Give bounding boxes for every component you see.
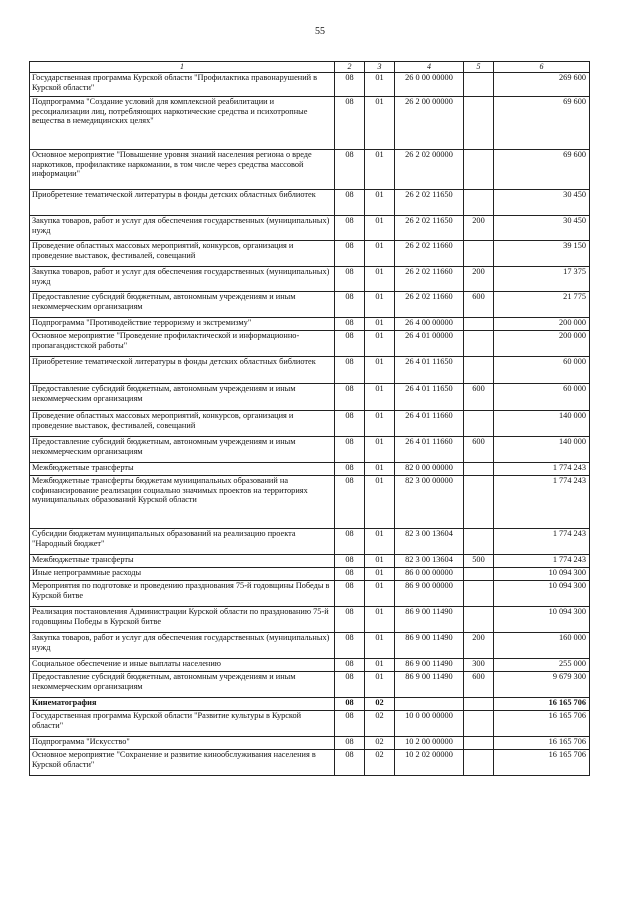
table-row — [30, 607, 590, 633]
cell-subsection: 01 — [365, 568, 395, 581]
cell-expense-type — [464, 318, 494, 331]
cell-target-article: 26 4 01 11650 — [395, 357, 464, 384]
cell-subsection: 01 — [365, 292, 395, 318]
cell-expense-type — [464, 241, 494, 267]
header-cell: 5 — [464, 62, 494, 73]
cell-expense-type: 600 — [464, 437, 494, 463]
cell-section: 08 — [335, 581, 365, 607]
cell-section: 08 — [335, 711, 365, 737]
cell-name: Межбюджетные трансферты бюджетам муниципальных образований на софинансирование реализации социально значимых проектов на территориях муниципальных образований Курской области — [30, 476, 335, 529]
cell-subsection: 01 — [365, 411, 395, 437]
cell-name: Подпрограмма "Создание условий для комплексной реабилитации и ресоциализации лиц, потребляющих наркотические средства и психотропные вещества в немедицинских целях" — [30, 97, 335, 150]
header-cell: 1 — [30, 62, 335, 73]
table-row — [30, 463, 590, 476]
cell-name: Социальное обеспечение и иные выплаты населению — [30, 659, 335, 672]
cell-expense-type: 500 — [464, 555, 494, 568]
header-cell: 4 — [395, 62, 464, 73]
cell-amount: 17 375 — [494, 267, 590, 292]
cell-section: 08 — [335, 267, 365, 292]
table-row — [30, 529, 590, 555]
cell-amount: 39 150 — [494, 241, 590, 267]
cell-expense-type — [464, 581, 494, 607]
cell-name: Государственная программа Курской области "Профилактика правонарушений в Курской области" — [30, 73, 335, 97]
cell-subsection: 01 — [365, 659, 395, 672]
cell-amount: 1 774 243 — [494, 463, 590, 476]
cell-target-article: 86 0 00 00000 — [395, 568, 464, 581]
cell-subsection: 01 — [365, 529, 395, 555]
cell-section: 08 — [335, 411, 365, 437]
cell-name: Иные непрограммные расходы — [30, 568, 335, 581]
cell-expense-type: 200 — [464, 267, 494, 292]
cell-amount: 16 165 706 — [494, 737, 590, 750]
cell-expense-type — [464, 190, 494, 216]
cell-amount: 200 000 — [494, 331, 590, 357]
cell-name: Закупка товаров, работ и услуг для обеспечения государственных (муниципальных) нужд — [30, 633, 335, 659]
cell-expense-type — [464, 331, 494, 357]
cell-target-article: 10 2 00 00000 — [395, 737, 464, 750]
cell-amount: 1 774 243 — [494, 555, 590, 568]
cell-target-article: 86 9 00 11490 — [395, 607, 464, 633]
cell-name: Предоставление субсидий бюджетным, автономным учреждениям и иным некоммерческим организациям — [30, 292, 335, 318]
cell-expense-type — [464, 750, 494, 776]
cell-amount: 10 094 300 — [494, 581, 590, 607]
cell-name: Межбюджетные трансферты — [30, 463, 335, 476]
cell-target-article: 82 3 00 13604 — [395, 555, 464, 568]
cell-name: Проведение областных массовых мероприятий, конкурсов, организация и проведение выставок, фестивалей, совещаний — [30, 241, 335, 267]
cell-subsection: 02 — [365, 711, 395, 737]
cell-expense-type — [464, 476, 494, 529]
cell-section: 08 — [335, 357, 365, 384]
table-row — [30, 437, 590, 463]
table-row — [30, 292, 590, 318]
cell-amount: 255 000 — [494, 659, 590, 672]
cell-name: Государственная программа Курской области "Развитие культуры в Курской области" — [30, 711, 335, 737]
cell-target-article: 26 2 02 11660 — [395, 241, 464, 267]
table-row — [30, 737, 590, 750]
table-row — [30, 476, 590, 529]
table-row — [30, 241, 590, 267]
table-row — [30, 659, 590, 672]
cell-section: 08 — [335, 437, 365, 463]
cell-amount: 1 774 243 — [494, 476, 590, 529]
cell-section: 08 — [335, 190, 365, 216]
cell-section: 08 — [335, 73, 365, 97]
cell-subsection: 01 — [365, 318, 395, 331]
cell-amount: 140 000 — [494, 411, 590, 437]
cell-expense-type — [464, 568, 494, 581]
cell-subsection: 01 — [365, 241, 395, 267]
budget-table — [29, 61, 590, 776]
cell-amount: 200 000 — [494, 318, 590, 331]
cell-expense-type — [464, 607, 494, 633]
cell-target-article — [395, 698, 464, 711]
cell-name: Основное мероприятие "Сохранение и развитие кинообслуживания населения в Курской области" — [30, 750, 335, 776]
cell-subsection: 01 — [365, 581, 395, 607]
cell-target-article: 26 2 02 11650 — [395, 216, 464, 241]
cell-subsection: 01 — [365, 672, 395, 698]
cell-subsection: 01 — [365, 150, 395, 190]
cell-subsection: 01 — [365, 437, 395, 463]
cell-name: Межбюджетные трансферты — [30, 555, 335, 568]
cell-section: 08 — [335, 97, 365, 150]
cell-subsection: 01 — [365, 463, 395, 476]
cell-target-article: 82 3 00 13604 — [395, 529, 464, 555]
cell-subsection: 01 — [365, 216, 395, 241]
cell-amount: 10 094 300 — [494, 607, 590, 633]
cell-amount: 160 000 — [494, 633, 590, 659]
cell-amount: 30 450 — [494, 216, 590, 241]
cell-section: 08 — [335, 150, 365, 190]
cell-section: 08 — [335, 568, 365, 581]
cell-target-article: 86 9 00 11490 — [395, 633, 464, 659]
cell-section: 08 — [335, 555, 365, 568]
cell-amount: 69 600 — [494, 150, 590, 190]
cell-name: Предоставление субсидий бюджетным, автономным учреждениям и иным некоммерческим организациям — [30, 384, 335, 411]
cell-subsection: 01 — [365, 384, 395, 411]
cell-section: 08 — [335, 529, 365, 555]
cell-section: 08 — [335, 384, 365, 411]
cell-subsection: 01 — [365, 73, 395, 97]
cell-section: 08 — [335, 216, 365, 241]
header-cell: 2 — [335, 62, 365, 73]
cell-target-article: 10 2 02 00000 — [395, 750, 464, 776]
cell-section: 08 — [335, 737, 365, 750]
cell-amount: 30 450 — [494, 190, 590, 216]
cell-amount: 16 165 706 — [494, 698, 590, 711]
cell-name: Проведение областных массовых мероприятий, конкурсов, организация и проведение выставок, фестивалей, совещаний — [30, 411, 335, 437]
cell-amount: 21 775 — [494, 292, 590, 318]
table-row — [30, 267, 590, 292]
cell-name: Подпрограмма "Противодействие терроризму и экстремизму" — [30, 318, 335, 331]
cell-target-article: 26 4 00 00000 — [395, 318, 464, 331]
cell-target-article: 86 9 00 11490 — [395, 659, 464, 672]
cell-target-article: 26 2 02 11660 — [395, 292, 464, 318]
cell-name: Предоставление субсидий бюджетным, автономным учреждениям и иным некоммерческим организациям — [30, 672, 335, 698]
cell-subsection: 02 — [365, 698, 395, 711]
table-row — [30, 216, 590, 241]
table-row — [30, 555, 590, 568]
cell-target-article: 26 4 01 11660 — [395, 437, 464, 463]
cell-target-article: 86 9 00 00000 — [395, 581, 464, 607]
cell-target-article: 26 2 00 00000 — [395, 97, 464, 150]
cell-expense-type — [464, 73, 494, 97]
cell-amount: 269 600 — [494, 73, 590, 97]
table-row — [30, 97, 590, 150]
cell-expense-type: 600 — [464, 384, 494, 411]
cell-section: 08 — [335, 672, 365, 698]
page-number: 55 — [315, 26, 325, 37]
cell-section: 08 — [335, 659, 365, 672]
header-cell: 3 — [365, 62, 395, 73]
cell-amount: 16 165 706 — [494, 711, 590, 737]
cell-expense-type — [464, 463, 494, 476]
cell-subsection: 01 — [365, 607, 395, 633]
cell-target-article: 26 4 01 11660 — [395, 411, 464, 437]
cell-subsection: 01 — [365, 267, 395, 292]
cell-subsection: 01 — [365, 331, 395, 357]
cell-subsection: 01 — [365, 476, 395, 529]
table-row — [30, 73, 590, 97]
table-row — [30, 672, 590, 698]
cell-subsection: 02 — [365, 750, 395, 776]
cell-target-article: 26 2 02 00000 — [395, 150, 464, 190]
cell-amount: 16 165 706 — [494, 750, 590, 776]
cell-subsection: 02 — [365, 737, 395, 750]
cell-name: Предоставление субсидий бюджетным, автономным учреждениям и иным некоммерческим организациям — [30, 437, 335, 463]
header-cell: 6 — [494, 62, 590, 73]
table-row — [30, 190, 590, 216]
cell-target-article: 82 3 00 00000 — [395, 476, 464, 529]
cell-target-article: 86 9 00 11490 — [395, 672, 464, 698]
cell-subsection: 01 — [365, 190, 395, 216]
cell-subsection: 01 — [365, 633, 395, 659]
cell-name: Приобретение тематической литературы в фонды детских областных библиотек — [30, 190, 335, 216]
cell-subsection: 01 — [365, 97, 395, 150]
cell-name: Реализация постановления Администрации Курской области по празднованию 75-й годовщины Победы в Курской битве — [30, 607, 335, 633]
cell-amount: 69 600 — [494, 97, 590, 150]
cell-amount: 9 679 300 — [494, 672, 590, 698]
cell-name: Основное мероприятие "Проведение профилактической и информационно-пропагандистской работы" — [30, 331, 335, 357]
cell-target-article: 26 4 01 00000 — [395, 331, 464, 357]
cell-name: Закупка товаров, работ и услуг для обеспечения государственных (муниципальных) нужд — [30, 267, 335, 292]
cell-name: Мероприятия по подготовке и проведению празднования 75-й годовщины Победы в Курской битве — [30, 581, 335, 607]
cell-amount: 60 000 — [494, 384, 590, 411]
cell-name: Кинематография — [30, 698, 335, 711]
table-row — [30, 150, 590, 190]
cell-section: 08 — [335, 318, 365, 331]
cell-target-article: 26 2 02 11660 — [395, 267, 464, 292]
table-row — [30, 711, 590, 737]
table-row — [30, 568, 590, 581]
cell-section: 08 — [335, 331, 365, 357]
cell-amount: 10 094 300 — [494, 568, 590, 581]
table-header-row — [30, 62, 590, 73]
cell-target-article: 82 0 00 00000 — [395, 463, 464, 476]
cell-section: 08 — [335, 292, 365, 318]
cell-subsection: 01 — [365, 357, 395, 384]
cell-section: 08 — [335, 698, 365, 711]
cell-name: Закупка товаров, работ и услуг для обеспечения государственных (муниципальных) нужд — [30, 216, 335, 241]
table-row — [30, 698, 590, 711]
cell-expense-type: 600 — [464, 292, 494, 318]
table-row — [30, 331, 590, 357]
table-row — [30, 750, 590, 776]
cell-expense-type — [464, 698, 494, 711]
table-row — [30, 384, 590, 411]
cell-name: Субсидии бюджетам муниципальных образований на реализацию проекта "Народный бюджет" — [30, 529, 335, 555]
cell-target-article: 26 4 01 11650 — [395, 384, 464, 411]
cell-expense-type — [464, 357, 494, 384]
cell-expense-type — [464, 97, 494, 150]
cell-expense-type: 200 — [464, 633, 494, 659]
cell-subsection: 01 — [365, 555, 395, 568]
cell-section: 08 — [335, 241, 365, 267]
cell-target-article: 26 2 02 11650 — [395, 190, 464, 216]
cell-expense-type — [464, 150, 494, 190]
cell-section: 08 — [335, 463, 365, 476]
cell-name: Приобретение тематической литературы в фонды детских областных библиотек — [30, 357, 335, 384]
cell-amount: 1 774 243 — [494, 529, 590, 555]
cell-amount: 140 000 — [494, 437, 590, 463]
cell-expense-type — [464, 711, 494, 737]
cell-expense-type — [464, 529, 494, 555]
table-row — [30, 633, 590, 659]
cell-target-article: 26 0 00 00000 — [395, 73, 464, 97]
cell-name: Основное мероприятие "Повышение уровня знаний населения региона о вреде наркотиков, профилактике наркомании, в том числе через средства массовой информации" — [30, 150, 335, 190]
cell-expense-type: 200 — [464, 216, 494, 241]
cell-section: 08 — [335, 750, 365, 776]
cell-expense-type — [464, 737, 494, 750]
cell-name: Подпрограмма "Искусство" — [30, 737, 335, 750]
cell-section: 08 — [335, 633, 365, 659]
table-row — [30, 318, 590, 331]
cell-section: 08 — [335, 607, 365, 633]
cell-expense-type: 300 — [464, 659, 494, 672]
cell-amount: 60 000 — [494, 357, 590, 384]
table-row — [30, 411, 590, 437]
cell-expense-type: 600 — [464, 672, 494, 698]
cell-expense-type — [464, 411, 494, 437]
table-row — [30, 581, 590, 607]
cell-section: 08 — [335, 476, 365, 529]
cell-target-article: 10 0 00 00000 — [395, 711, 464, 737]
table-row — [30, 357, 590, 384]
